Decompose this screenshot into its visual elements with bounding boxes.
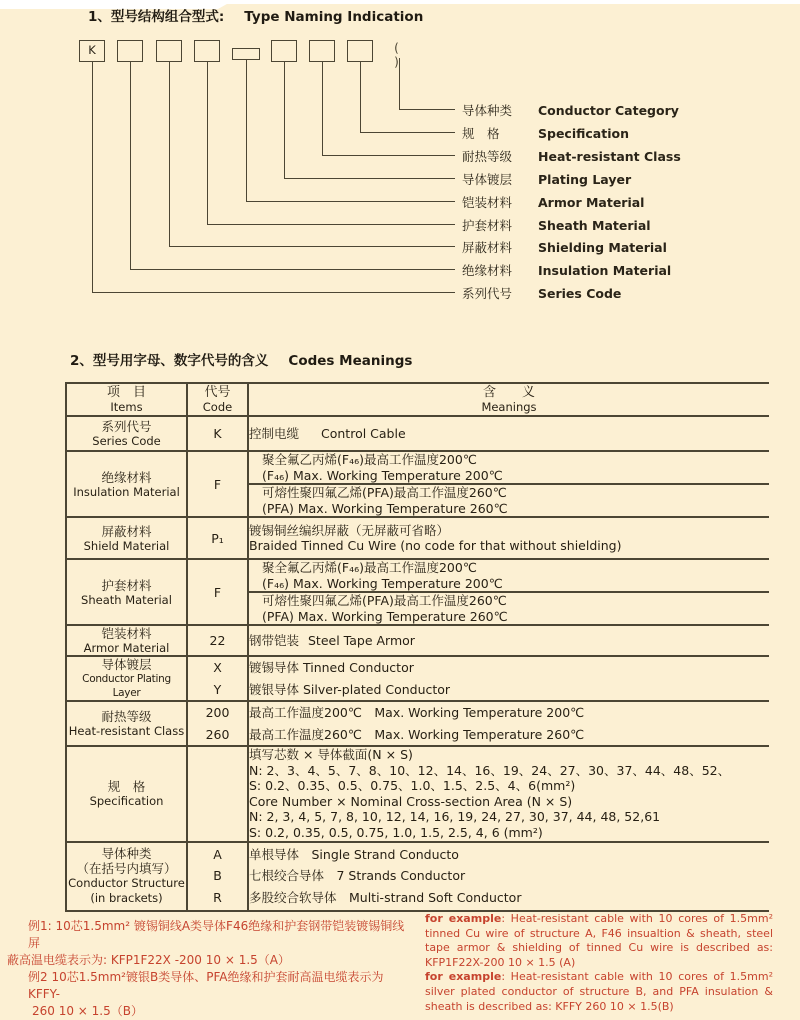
label-zh: 系列代号 — [462, 286, 513, 301]
diagram-brackets-conductor-category: ( ) — [394, 41, 404, 69]
header-items-en: Items — [110, 400, 143, 414]
conductor-items — [66, 842, 187, 911]
label-en: Plating Layer — [538, 172, 632, 187]
heat-meanings — [248, 701, 769, 746]
example-en-text: : Heat-resistant cable with 10 cores of 1.5mm² silver plated conductor of structure B, and PFA insulation & sheath is described as: KFFY 260 10 × 1.5(B) — [425, 970, 773, 1013]
spec-line: S: 0.2、0.35、0.5、0.75、1.0、1.5、2.5、4、6(mm²) — [249, 778, 576, 794]
diagram-box-shielding — [156, 40, 182, 62]
header-code-en: Code — [202, 400, 233, 414]
table-row-sheath — [66, 559, 769, 625]
spec-items — [66, 746, 187, 842]
example-notes-en — [425, 912, 773, 1014]
table-row-plating — [66, 656, 769, 701]
table-row-insulation — [66, 451, 769, 517]
example-zh-line: 蔽高温电缆表示为: KFP1F22X -200 10 × 1.5（A） — [7, 953, 291, 967]
sheath-f46 — [249, 560, 769, 591]
diagram-label-conductor-category — [462, 102, 679, 118]
sheath-meanings — [248, 559, 769, 625]
diagram-label-shielding — [462, 239, 667, 255]
meaning-en: Steel Tape Armor — [308, 632, 415, 648]
label-en: Heat-resistant Class — [538, 149, 681, 164]
diagram-box-armor — [232, 48, 260, 60]
spec-code-value — [187, 746, 248, 842]
section2-title-en: Codes Meanings — [288, 353, 413, 369]
items-en: Insulation Material — [73, 484, 180, 499]
code-200: 200 — [205, 705, 230, 720]
diagram-label-insulation — [462, 262, 671, 278]
header-code — [187, 383, 248, 416]
example-en-paragraph — [425, 912, 773, 970]
diagram-box-series-code — [79, 40, 105, 62]
diagram-label-heat-class — [462, 148, 681, 164]
example-zh-line: 260 10 × 1.5（B） — [32, 1004, 143, 1018]
meaning-line: 最高工作温度200℃ Max. Working Temperature 200℃ — [249, 705, 585, 720]
section1-title-zh: 1、型号结构组合型式: — [88, 9, 225, 25]
code-260: 260 — [205, 726, 230, 742]
meaning-en: (F₄₆) Max. Working Temperature 200℃ — [262, 575, 503, 591]
spec-line: Core Number × Nominal Cross-section Area (N × S) — [249, 793, 573, 809]
table-row-specification — [66, 746, 769, 842]
header-meanings — [248, 383, 769, 416]
code-r: R — [213, 889, 222, 905]
items-zh: 导体镀层 — [101, 657, 152, 672]
diagram-box-specification — [347, 40, 373, 62]
header-meanings-zh: 含 义 — [482, 385, 535, 400]
meaning-line: 多股绞合软导体 Multi-strand Soft Conductor — [249, 889, 522, 905]
shield-meaning — [248, 517, 769, 559]
series-meaning — [248, 416, 769, 451]
meaning-en: (F₄₆) Max. Working Temperature 200℃ — [262, 467, 503, 483]
label-en: Conductor Category — [538, 103, 679, 118]
table-row-series-code — [66, 416, 769, 451]
insulation-items — [66, 451, 187, 517]
sheath-code-value: F — [187, 559, 248, 625]
items-zh: （在括号内填写） — [76, 860, 177, 876]
insulation-pfa — [249, 483, 769, 516]
meaning-line: 七根绞合导体 7 Strands Conductor — [249, 868, 466, 884]
label-en: Sheath Material — [538, 218, 651, 233]
items-en: Armor Material — [83, 641, 170, 655]
diagram-label-sheath — [462, 217, 651, 233]
code-b: B — [213, 868, 222, 884]
codes-meanings-table — [65, 382, 769, 912]
items-zh: 铠装材料 — [101, 626, 152, 641]
items-en: Conductor Plating Layer — [82, 673, 171, 699]
spec-line: N: 2, 3, 4, 5, 7, 8, 10, 12, 14, 16, 19, 24, 27, 30, 37, 44, 48, 52,61 — [249, 809, 661, 825]
insulation-meanings — [248, 451, 769, 517]
armor-items — [66, 625, 187, 656]
table-row-shield — [66, 517, 769, 559]
meaning-en: Braided Tinned Cu Wire (no code for that without shielding) — [249, 538, 622, 553]
series-code-value: K — [187, 416, 248, 451]
label-zh: 护套材料 — [462, 218, 513, 233]
insulation-f46 — [249, 452, 769, 483]
diagram-label-plating — [462, 171, 631, 187]
armor-meaning — [248, 625, 769, 656]
sheath-pfa — [249, 591, 769, 624]
example-en-text: : Heat-resistant cable with 10 cores of 1.5mm² tinned Cu wire of structure A, F46 insualtion & sheath, steel tape armor & shielding of tinned Cu wire is described as: KFP1F22X-200 10 × 1.5 (A) — [425, 912, 773, 969]
items-zh: 护套材料 — [101, 577, 152, 593]
label-zh: 屏蔽材料 — [462, 240, 513, 255]
code-x: X — [213, 660, 222, 675]
meaning-en: (PFA) Max. Working Temperature 260℃ — [262, 500, 508, 516]
header-items — [66, 383, 187, 416]
connector-conductor-category — [399, 58, 455, 110]
diagram-label-armor — [462, 194, 644, 210]
meaning-line: 镀锡导体 Tinned Conductor — [249, 660, 414, 675]
plating-items — [66, 656, 187, 701]
items-en: Shield Material — [83, 538, 170, 553]
example-zh-line: 例2 10芯1.5mm²镀银B类导体、PFA绝缘和护套耐高温电缆表示为 KFFY- — [28, 970, 384, 1001]
example-notes-zh — [7, 918, 409, 1020]
section1-title-en: Type Naming Indication — [244, 9, 424, 25]
label-zh: 规 格 — [462, 126, 500, 141]
example-zh-line: 例1: 10芯1.5mm² 镀锡铜线A类导体F46绝缘和护套钢带铠装镀锡铜线屏 — [28, 919, 405, 950]
items-zh: 系列代号 — [101, 419, 152, 434]
heat-items — [66, 701, 187, 746]
table-row-armor — [66, 625, 769, 656]
diagram-label-specification — [462, 125, 629, 141]
items-zh: 绝缘材料 — [101, 469, 152, 485]
items-en: Heat-resistant Class — [68, 724, 185, 738]
meaning-line: 单根导体 Single Strand Conducto — [249, 846, 459, 862]
label-en: Armor Material — [538, 195, 645, 210]
meaning-line: 最高工作温度260℃ Max. Working Temperature 260℃ — [249, 726, 585, 742]
meaning-zh: 控制电缆 — [249, 425, 300, 441]
items-zh: 屏蔽材料 — [101, 523, 152, 539]
sheath-items — [66, 559, 187, 625]
heat-codes — [187, 701, 248, 746]
diagram-label-series-code — [462, 285, 621, 301]
plating-meanings — [248, 656, 769, 701]
label-zh: 导体镀层 — [462, 172, 513, 187]
section1-title — [88, 5, 423, 25]
meaning-zh: 聚全氟乙丙烯(F₄₆)最高工作温度200℃ — [262, 560, 477, 575]
header-meanings-en: Meanings — [481, 400, 537, 414]
plating-codes — [187, 656, 248, 701]
meaning-en: Control Cable — [321, 425, 406, 441]
for-example-label: for example — [425, 970, 502, 984]
meaning-line: 镀银导体 Silver-plated Conductor — [249, 681, 451, 697]
series-items — [66, 416, 187, 451]
table-header-row — [66, 383, 769, 416]
series-code-letter: K — [88, 43, 96, 57]
code-y: Y — [213, 681, 222, 697]
insulation-code-value: F — [187, 451, 248, 517]
header-code-zh: 代号 — [204, 385, 231, 400]
shield-code-value: P₁ — [187, 517, 248, 559]
items-zh: 导体种类 — [101, 846, 152, 862]
shield-items — [66, 517, 187, 559]
label-en: Shielding Material — [538, 240, 667, 255]
label-en: Insulation Material — [538, 263, 672, 278]
items-zh: 耐热等级 — [101, 709, 152, 724]
conductor-codes — [187, 842, 248, 911]
conductor-meanings — [248, 842, 769, 911]
meaning-zh: 聚全氟乙丙烯(F₄₆)最高工作温度200℃ — [262, 452, 477, 467]
label-zh: 绝缘材料 — [462, 263, 513, 278]
section2-title — [70, 349, 412, 369]
diagram-box-sheath — [194, 40, 220, 62]
spec-line: N: 2、3、4、5、7、8、10、12、14、16、19、24、27、30、37、44、48、52、 — [249, 762, 731, 778]
label-zh: 耐热等级 — [462, 149, 513, 164]
section2-title-zh: 2、型号用字母、数字代号的含义 — [70, 353, 269, 369]
example-en-paragraph — [425, 970, 773, 1014]
label-zh: 导体种类 — [462, 103, 513, 118]
armor-code-value: 22 — [187, 625, 248, 656]
label-en: Series Code — [538, 286, 622, 301]
items-en: (in brackets) — [90, 890, 163, 905]
table-row-heat-class — [66, 701, 769, 746]
label-en: Specification — [538, 126, 629, 141]
for-example-label: for example — [425, 912, 502, 925]
table-row-conductor-structure — [66, 842, 769, 911]
meaning-zh: 钢带铠装 — [249, 632, 300, 648]
label-zh: 铠装材料 — [462, 195, 513, 210]
code-a: A — [213, 846, 222, 862]
meaning-zh: 可熔性聚四氟乙烯(PFA)最高工作温度260℃ — [262, 593, 507, 608]
items-en: Conductor Structure — [68, 876, 185, 891]
items-en: Specification — [89, 794, 164, 809]
spec-line: 填写芯数 × 导体截面(N × S) — [249, 747, 413, 762]
header-items-zh: 项 目 — [106, 385, 146, 400]
meaning-en: (PFA) Max. Working Temperature 260℃ — [262, 608, 508, 624]
items-en: Series Code — [92, 434, 161, 448]
spec-meanings — [248, 746, 769, 842]
items-en: Sheath Material — [81, 592, 172, 607]
meaning-zh: 可熔性聚四氟乙烯(PFA)最高工作温度260℃ — [262, 485, 507, 500]
diagram-box-plating — [271, 40, 297, 62]
diagram-box-insulation — [117, 40, 143, 62]
spec-line: S: 0.2, 0.35, 0.5, 0.75, 1.0, 1.5, 2.5, 4, 6 (mm²) — [249, 824, 543, 840]
items-zh: 规 格 — [107, 779, 146, 795]
meaning-zh: 镀锡铜丝编织屏蔽（无屏蔽可省略） — [249, 522, 450, 538]
diagram-box-heat-class — [309, 40, 335, 62]
